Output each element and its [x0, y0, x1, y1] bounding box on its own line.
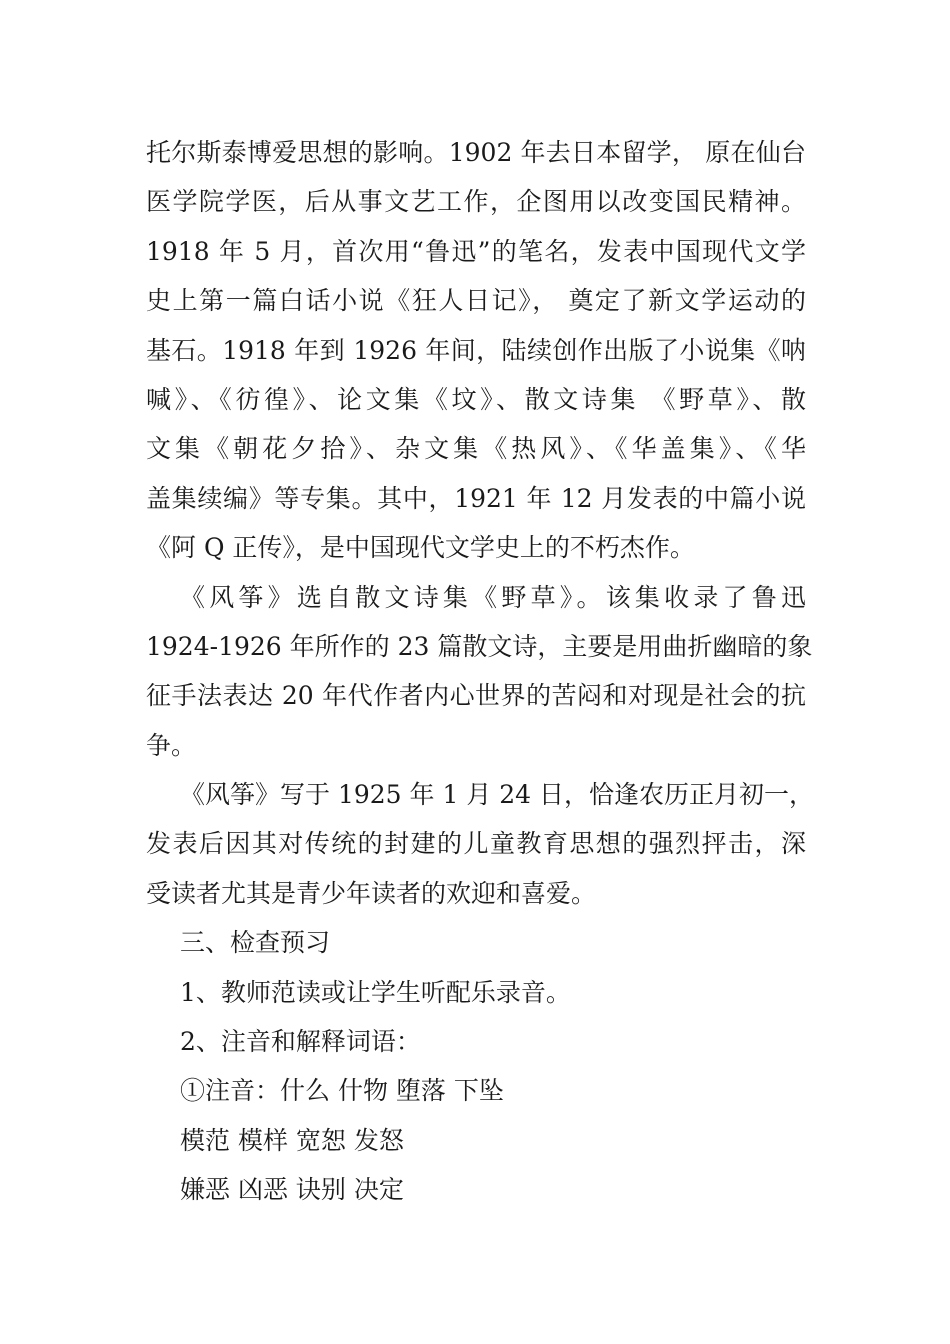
- text-line: 争。: [146, 730, 197, 760]
- text-line: 喊》、《彷徨》、论文集《坟》、散文诗集 《野草》、散: [146, 384, 806, 414]
- paragraph-kite-background: [146, 770, 815, 918]
- text-line: 《风筝》选自散文诗集《野草》。该集收录了鲁迅: [180, 582, 806, 612]
- section-heading: 三、检查预习: [180, 928, 331, 958]
- text-line: 受读者尤其是青少年读者的欢迎和喜爱。: [146, 878, 597, 908]
- text-line: 托尔斯泰博爱思想的影响。1902 年去日本留学， 原在仙台: [146, 138, 806, 167]
- vocabulary-row: 嫌恶 凶恶 诀别 决定: [180, 1175, 404, 1205]
- text-line: 医学院学医，后从事文艺工作，企图用以改变国民精神。: [146, 187, 806, 217]
- text-line: 《阿 Q 正传》，是中国现代文学史上的不朽杰作。: [146, 533, 695, 563]
- text-line: 发表后因其对传统的封建的儿童教育思想的强烈抨击，深: [146, 829, 806, 859]
- text-line: 基石。1918 年到 1926 年间，陆续创作出版了小说集《呐: [146, 335, 806, 365]
- text-line: 史上第一篇白话小说《狂人日记》， 奠定了新文学运动的: [146, 286, 806, 316]
- vocabulary-row: ①注音：什么 什物 堕落 下坠: [180, 1076, 504, 1106]
- text-line: 1924-1926 年所作的 23 篇散文诗，主要是用曲折幽暗的象: [146, 631, 813, 661]
- text-line: 征手法表达 20 年代作者内心世界的苦闷和对现是社会的抗: [146, 681, 806, 711]
- paragraph-collection-intro: [146, 573, 813, 771]
- document-body: [146, 128, 815, 1215]
- text-line: 《风筝》写于 1925 年 1 月 24 日，恰逢农历正月初一，: [180, 780, 815, 810]
- list-item: 2、注音和解释词语：: [180, 1027, 421, 1057]
- text-line: 盖集续编》等专集。其中，1921 年 12 月发表的中篇小说: [146, 483, 806, 513]
- vocabulary-list: [146, 1066, 806, 1214]
- paragraph-author-biography: [146, 128, 806, 573]
- text-line: 文集《朝花夕拾》、杂文集《热风》、《华盖集》、《华: [146, 434, 806, 464]
- text-line: 1918 年 5 月，首次用“鲁迅”的笔名，发表中国现代文学: [146, 236, 806, 266]
- list-item: 1、教师范读或让学生听配乐录音。: [180, 977, 571, 1007]
- vocabulary-row: 模范 模样 宽恕 发怒: [180, 1125, 404, 1155]
